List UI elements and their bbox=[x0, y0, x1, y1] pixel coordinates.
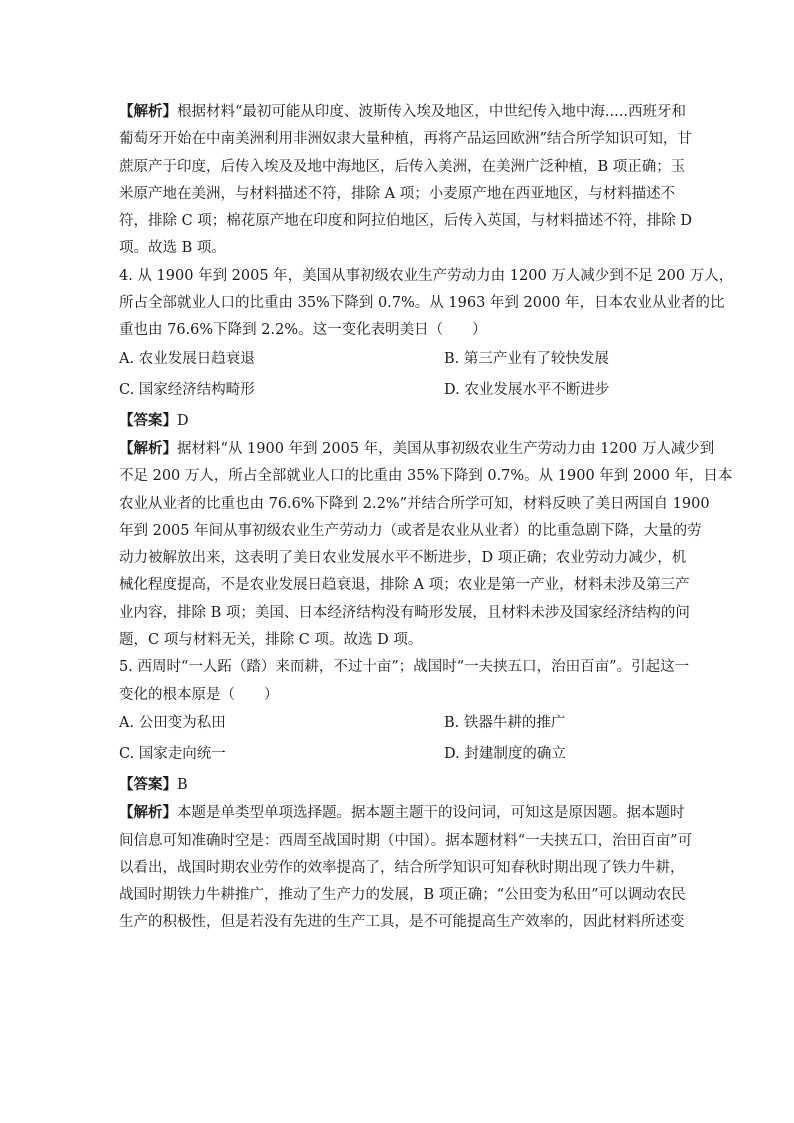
question-5-options-row-1 bbox=[119, 709, 679, 740]
text-line: 米原产地在美洲，与材料描述不符，排除 A 项；小麦原产地在西亚地区，与材料描述不 bbox=[119, 185, 676, 202]
text-line: 符，排除 C 项；棉花原产地在印度和阿拉伯地区，后传入英国，与材料描述不符，排除 D bbox=[119, 213, 693, 230]
option-c: C. 国家经济结构畸形 bbox=[119, 381, 255, 398]
analysis-q3 bbox=[119, 98, 693, 263]
text-line: 以看出，战国时期农业劳作的效率提高了，结合所学知识可知春秋时期出现了铁力牛耕， bbox=[119, 859, 685, 876]
question-4-options-row-1 bbox=[119, 345, 679, 376]
question-5-analysis bbox=[119, 799, 693, 936]
text-line: 4. 从 1900 年到 2005 年，美国从事初级农业生产劳动力由 1200 万人减少到不足 200 万人， bbox=[119, 267, 734, 284]
analysis-label: 【解析】 bbox=[119, 439, 177, 457]
analysis-label: 【解析】 bbox=[119, 804, 177, 822]
answer-label: 【答案】 bbox=[119, 411, 177, 429]
text-line: 动力被解放出来，这表明了美日农业发展水平不断进步，D 项正确；农业劳动力减少，机 bbox=[119, 550, 687, 567]
option-b: B. 第三产业有了较快发展 bbox=[444, 350, 609, 367]
question-4-analysis bbox=[119, 435, 733, 654]
option-b: B. 铁器牛耕的推广 bbox=[444, 714, 566, 731]
text-line: 年到 2005 年间从事初级农业生产劳动力（或者是农业从业者）的比重急剧下降，大量的劳 bbox=[119, 522, 702, 539]
text-line: 据材料“从 1900 年到 2005 年，美国从事初级农业生产劳动力由 1200 万人减少到 bbox=[177, 440, 715, 457]
option-a: A. 公田变为私田 bbox=[119, 714, 226, 731]
text-line: 战国时期铁力牛耕推广，推动了生产力的发展，B 项正确；“公田变为私田”可以调动农民 bbox=[119, 887, 686, 904]
question-5-stem bbox=[119, 654, 690, 709]
text-line: 根据材料“最初可能从印度、波斯传入埃及地区，中世纪传入地中海.....西班牙和 bbox=[177, 104, 686, 120]
text-line: 重也由 76.6%下降到 2.2%。这一变化表明美日（ ） bbox=[119, 322, 487, 339]
text-line: 生产的积极性，但是若没有先进的生产工具，是不可能提高生产效率的，因此材料所述变 bbox=[119, 914, 685, 931]
text-line: 不足 200 万人，所占全部就业人口的比重由 35%下降到 0.7%。从 1900 年到 2000 年，日本 bbox=[119, 468, 733, 485]
option-c: C. 国家走向统一 bbox=[119, 745, 226, 762]
document-page bbox=[119, 98, 734, 937]
question-5-answer bbox=[119, 771, 679, 799]
answer-value: B bbox=[177, 776, 188, 793]
text-line: 5. 西周时“一人跖（踏）来而耕，不过十亩”；战国时“一夫挟五口，治田百亩”。引起这一 bbox=[119, 659, 690, 676]
option-d: D. 农业发展水平不断进步 bbox=[444, 381, 610, 398]
text-line: 葡萄牙开始在中南美洲利用非洲奴隶大量种植，再将产品运回欧洲”结合所学知识可知，甘 bbox=[119, 131, 692, 148]
text-line: 蔗原产于印度，后传入埃及及地中海地区，后传入美洲，在美洲广泛种植，B 项正确；玉 bbox=[119, 158, 686, 175]
option-a: A. 农业发展日趋衰退 bbox=[119, 350, 255, 367]
text-line: 械化程度提高，不是农业发展日趋衰退，排除 A 项；农业是第一产业，材料未涉及第三产 bbox=[119, 577, 690, 594]
question-4-options-row-2 bbox=[119, 376, 679, 407]
answer-value: D bbox=[177, 412, 189, 429]
text-line: 本题是单类型单项选择题。据本题主题干的设问词，可知这是原因题。据本题时 bbox=[177, 805, 685, 822]
answer-label: 【答案】 bbox=[119, 775, 177, 793]
question-4-answer bbox=[119, 407, 679, 435]
text-line: 变化的根本原是（ ） bbox=[119, 686, 279, 703]
question-4-stem bbox=[119, 263, 734, 345]
text-line: 农业从业者的比重也由 76.6%下降到 2.2%”并结合所学可知，材料反映了美日两国自 1900 bbox=[119, 495, 710, 512]
text-line: 项。故选 B 项。 bbox=[119, 240, 226, 257]
option-d: D. 封建制度的确立 bbox=[444, 745, 566, 762]
text-line: 题，C 项与材料无关，排除 C 项。故选 D 项。 bbox=[119, 632, 423, 649]
analysis-label: 【解析】 bbox=[119, 103, 177, 120]
text-line: 间信息可知准确时空是：西周至战国时期（中国）。据本题材料“一夫挟五口，治田百亩”可 bbox=[119, 832, 693, 849]
question-5-options-row-2 bbox=[119, 740, 679, 771]
text-line: 所占全部就业人口的比重由 35%下降到 0.7%。从 1963 年到 2000 年，日本农业从业者的比 bbox=[119, 295, 725, 312]
text-line: 业内容，排除 B 项；美国、日本经济结构没有畸形发展，且材料未涉及国家经济结构的问 bbox=[119, 604, 690, 621]
